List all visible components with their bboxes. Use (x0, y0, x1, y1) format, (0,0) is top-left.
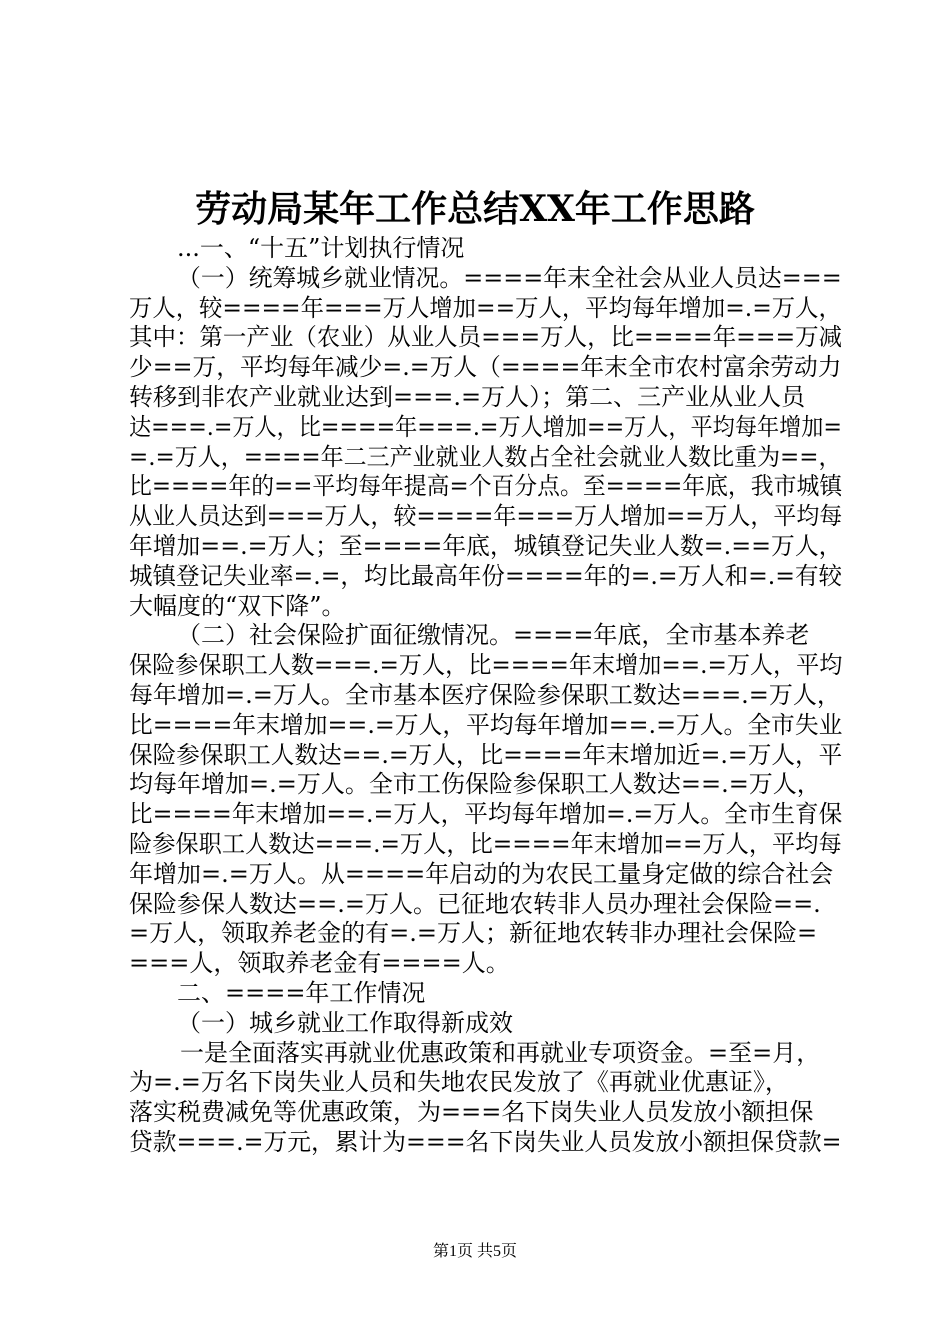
body-line: ...一、“十五”计划执行情况 (177, 234, 465, 262)
body-line: 转移到非农产业就业达到===.=万人）；第二、三产业从业人员 (129, 383, 806, 411)
body-line: 保险参保职工人数达==.=万人，比====年末增加近=.=万人，平 (129, 740, 843, 769)
body-line: 比====年末增加==.=万人，平均每年增加=.=万人。全市生育保 (129, 800, 843, 829)
body-line: 从业人员达到===万人，较====年===万人增加==万人，平均每 (129, 502, 843, 531)
body-line: 险参保职工人数达===.=万人，比====年末增加==万人，平均每 (129, 830, 842, 858)
body-line: （一）城乡就业工作取得新成效 (177, 1008, 513, 1037)
body-line: 保险参保人数达==.=万人。已征地农转非人员办理社会保险==. (129, 889, 821, 918)
page-footer: 第1页 共5页 (432, 1243, 517, 1260)
body-line: 少==万，平均每年减少=.=万人（====年末全市农村富余劳动力 (129, 353, 842, 382)
body-line: 年增加==.=万人；至====年底，城镇登记失业人数=.==万人， (129, 532, 843, 560)
body-line: 一是全面落实再就业优惠政策和再就业专项资金。=至=月， (180, 1038, 821, 1067)
body-line: 比====年的==平均每年提高=个百分点。至====年底，我市城镇 (129, 472, 843, 501)
body-line: 其中：第一产业（农业）从业人员===万人，比====年===万减 (129, 323, 843, 352)
document-title: 劳动局某年工作总结XX年工作思路 (195, 188, 755, 230)
body-line: 二、====年工作情况 (177, 979, 426, 1007)
body-line: 贷款===.=万元，累计为===名下岗失业人员发放小额担保贷款= (129, 1128, 842, 1156)
body-line: 城镇登记失业率=.=，均比最高年份====年的=.=万人和=.=有较 (129, 561, 842, 590)
body-line: 比====年末增加==.=万人，平均每年增加==.=万人。全市失业 (129, 710, 843, 739)
body-line: （一）统筹城乡就业情况。====年末全社会从业人员达=== (177, 263, 842, 292)
body-line: 年增加=.=万人。从====年启动的为农民工量身定做的综合社会 (129, 859, 834, 888)
body-line: 保险参保职工人数===.=万人，比====年末增加==.=万人，平均 (129, 651, 843, 680)
body-line: =.=万人，====年二三产业就业人数占全社会就业人数比重为==， (129, 442, 842, 471)
body-line: 为=.=万名下岗失业人员和失地农民发放了《再就业优惠证》， (129, 1068, 789, 1097)
body-line: 万人，较====年===万人增加==万人，平均每年增加=.=万人， (129, 293, 842, 322)
body-line: 每年增加=.=万人。全市基本医疗保险参保职工数达===.=万人， (129, 681, 841, 709)
body-line: 均每年增加=.=万人。全市工伤保险参保职工人数达==.=万人， (129, 770, 821, 799)
body-line: 大幅度的“双下降”。 (129, 591, 346, 620)
body-line: ===人，领取养老金有====人。 (129, 949, 510, 978)
body-line: =万人，领取养老金的有=.=万人；新征地农转非办理社会保险= (129, 919, 818, 948)
body-line: 落实税费减免等优惠政策，为===名下岗失业人员发放小额担保 (129, 1098, 814, 1127)
body-line: （二）社会保险扩面征缴情况。====年底，全市基本养老 (177, 621, 810, 650)
body-line: 达===.=万人，比====年===.=万人增加==万人，平均每年增加= (129, 412, 842, 441)
